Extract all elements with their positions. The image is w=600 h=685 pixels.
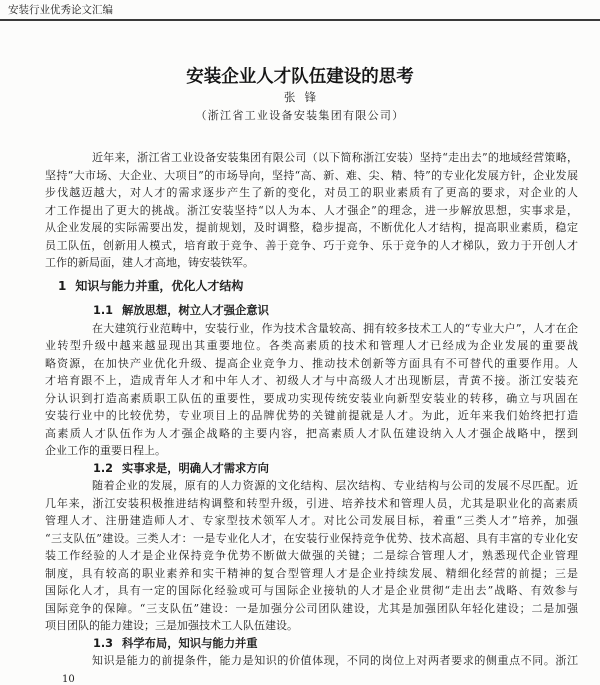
subsection-paragraph [45, 477, 578, 635]
subsection-number: 1.2 [93, 461, 114, 475]
subsection-number: 1.1 [93, 304, 114, 317]
paragraph-line: 才工作提出了更大的挑战。浙江安装坚持“以人为本、人才强企”的理念，进一步解放思想，实事求是， [45, 203, 578, 217]
subsection-heading [45, 460, 578, 478]
article-affiliation: （浙江省工业设备安装集团有限公司） [195, 109, 405, 122]
subsection-heading [45, 635, 578, 653]
section-heading [45, 278, 578, 296]
paragraph-line: 国际竞争的保障。“三支队伍”建设：一是加强分公司团队建设，尤其是加强团队年轻化建设；二是加强 [45, 601, 578, 615]
paragraph-line: 略资源，在加快产业优化升级、提高企业竞争力、推动技术创新等方面具有不可替代的重要作用。人 [45, 356, 578, 370]
paragraph-line: 业转型升级中越来越显现出其重要地位。各类高素质的技术和管理人才已经成为企业发展的重要战 [45, 339, 578, 352]
paragraph-line: 近年来，浙江省工业设备安装集团有限公司（以下简称浙江安装）坚持“走出去”的地域经营策略， [92, 151, 578, 164]
paragraph-line: 步伐越迈越大，对人才的需求逐步产生了新的变化，对员工的职业素质有了更高的要求，对企业的人 [45, 186, 578, 199]
article-author: 张锋 [283, 90, 326, 104]
paragraph-line: 几年来，浙江安装积极推进结构调整和转型升级，引进、培养技术和管理人员，尤其是职业化的高素质 [45, 496, 578, 510]
section-number: 1 [58, 279, 67, 293]
paragraph-line: 分认识到打造高素质职工队伍的重要性，要成功实现传统安装业向新型安装业的转移，确立与巩固在 [45, 391, 578, 405]
paragraph-line: 管理人才、注册建造师人才、专家型技术领军人才。对比公司发展目标，着重“三类人才”培养，加强 [45, 514, 578, 527]
page-number: 10 [62, 674, 75, 685]
paragraph-line: 才培育跟不上，造成青年人才和中年人才、初级人才与中高级人才出现断层，青黄不接。浙江安装充 [45, 374, 578, 387]
paragraph-line: 从企业发展的实际需要出发，提前规划，及时调整，稳步提高，不断优化人才结构，提高职业素质，稳定 [45, 221, 578, 234]
header-rule [0, 19, 600, 21]
subsection-heading [45, 302, 578, 320]
paragraph-line: “三支队伍”建设。三类人才：一是专业化人才，在安装行业保持竞争优势、技术高超、具有丰富的专业化安 [45, 531, 578, 545]
paragraph-line: 安装行业中的比较优势，专业项目上的品牌优势的关键前提就是人才。为此，近年来我们始终把打造 [45, 409, 578, 422]
paragraph-line: 高素质人才队伍作为人才强企战略的主要内容，把高素质人才队伍建设纳入人才强企战略中，摆到 [45, 426, 578, 440]
subsection-title: 解放思想，树立人才强企意识 [122, 304, 269, 317]
paragraph-line: 坚持“大市场、大企业、大项目”的市场导向，坚持“高、新、难、尖、精、特”的专业化发展方针，企业发展 [45, 168, 578, 182]
article-title: 安装企业人才队伍建设的思考 [186, 67, 414, 87]
paragraph-line: 知识是能力的前提条件，能力是知识的价值体现，不同的岗位上对两者要求的侧重点不同。浙江 [92, 654, 578, 667]
paragraph-line: 员工队伍，创新用人模式，培育敢于竞争、善于竞争、巧于竞争、乐于竞争的人才梯队，致力于开创人才 [45, 238, 578, 252]
subsection-paragraph [45, 652, 578, 670]
subsection-title: 实事求是，明确人才需求方向 [122, 461, 269, 475]
paragraph-line: 在大建筑行业范畴中，安装行业，作为技术含量较高、拥有较多技术工人的“专业大户”，人才在企 [92, 321, 578, 335]
paragraph-line: 装工作经验的人才是企业保持竞争优势不断做大做强的关键；二是综合管理人才，熟悉现代企业管理 [45, 549, 578, 562]
paragraph-line: 随着企业的发展，原有的人力资源的文化结构、层次结构、专业结构与公司的发展不尽匹配。近 [92, 479, 578, 492]
subsection-paragraph [45, 320, 578, 460]
paragraph-line: 制度，具有较高的职业素养和实干精神的复合型管理人才是企业持续发展、精细化经营的前提；三是 [45, 566, 578, 580]
paragraph-line: 国际化人才，具有一定的国际化经验或可与国际企业接轨的人才是企业贯彻“走出去”战略、有效参与 [45, 584, 578, 597]
paragraph-line: 企业工作的重要日程上。 [45, 444, 166, 457]
paragraph-line: 工作的新局面，建人才高地，铸安装铁军。 [45, 256, 254, 269]
intro-paragraph [45, 149, 578, 272]
subsection-number: 1.3 [93, 636, 114, 650]
section-title: 知识与能力并重，优化人才结构 [75, 279, 244, 293]
running-header: 安装行业优秀论文汇编 [8, 4, 113, 16]
paragraph-line: 项目团队的能力建设；三是加强技术工人队伍建设。 [45, 619, 298, 632]
subsection-title: 科学布局，知识与能力并重 [122, 636, 258, 650]
article-body [45, 149, 578, 670]
